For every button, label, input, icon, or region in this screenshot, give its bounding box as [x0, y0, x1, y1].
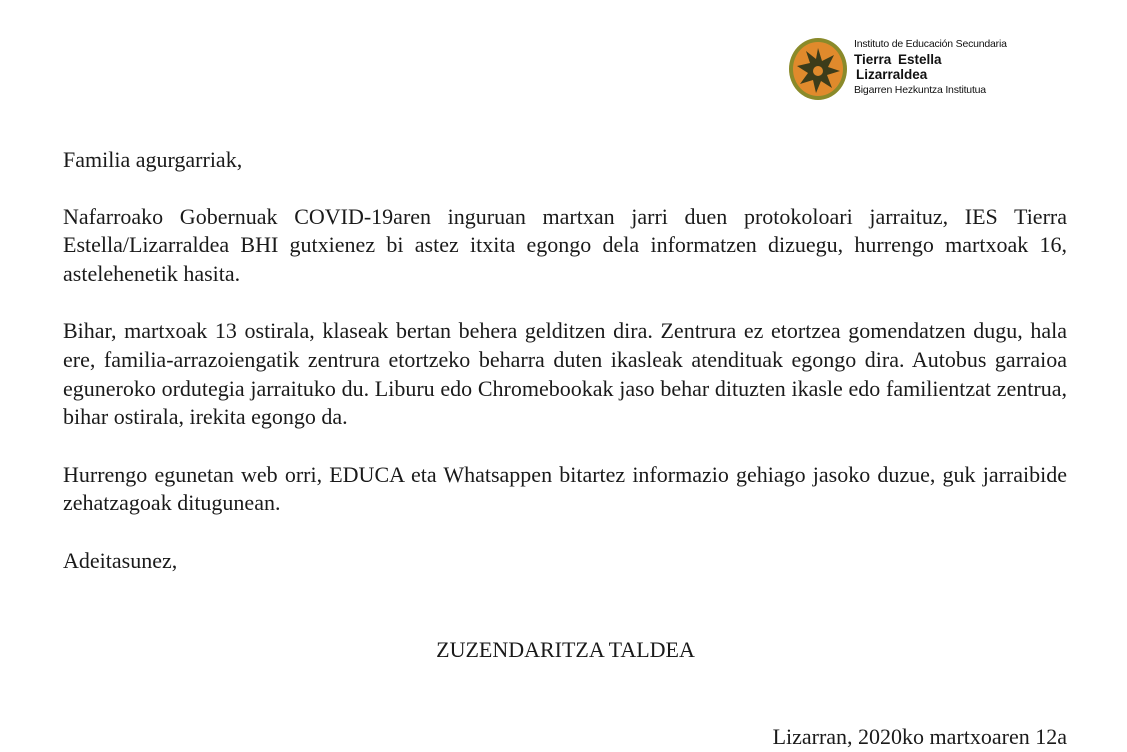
logo-line-tierra-estella: Tierra Estella — [854, 51, 942, 67]
logo-line-institutua: Bigarren Hezkuntza Institutua — [854, 83, 986, 96]
letter-body — [63, 146, 1067, 576]
logo-text — [854, 39, 1007, 95]
logo-line-lizarraldea: Lizarraldea — [856, 67, 928, 82]
school-emblem-icon — [787, 36, 849, 102]
letter-place-date: Lizarran, 2020ko martxoaren 12a — [772, 724, 1067, 749]
letter-signature: ZUZENDARITZA TALDEA — [436, 637, 695, 662]
letter-closing: Adeitasunez, — [63, 547, 178, 573]
letter-paragraph-2: Bihar, martxoak 13 ostirala, klaseak bertan behera gelditzen dira. Zentrura ez etortzea gomendatzen dugu, hala ere, familia-arrazoiengatik zentrura etortzeko beharra duten ikasleak atendituak egongo dira. Autobus garraioa eguneroko ordutegia jarraituko du. Liburu edo Chromebookak jaso behar dituzten ikasle edo familientzat zentrua, bihar ostirala, irekita egongo da. — [63, 318, 1067, 430]
school-logo — [787, 36, 1027, 104]
letter-paragraph-3: Hurrengo egunetan web orri, EDUCA eta Whatsappen bitartez informazio gehiago jasoko duzue, guk jarraibide zehatzagoak ditugunean. — [63, 461, 1067, 516]
logo-line-institute: Instituto de Educación Secundaria — [854, 38, 1007, 50]
letter-paragraph-1: Nafarroako Gobernuak COVID-19aren inguruan martxan jarri duen protokoloari jarraituz, IES Tierra Estella/Lizarraldea BHI gutxienez bi astez itxita egongo dela informatzen dizuegu, hurrengo martxoak 16, astelehenetik hasita. — [63, 203, 1067, 286]
letter-greeting: Familia agurgarriak, — [63, 147, 243, 172]
